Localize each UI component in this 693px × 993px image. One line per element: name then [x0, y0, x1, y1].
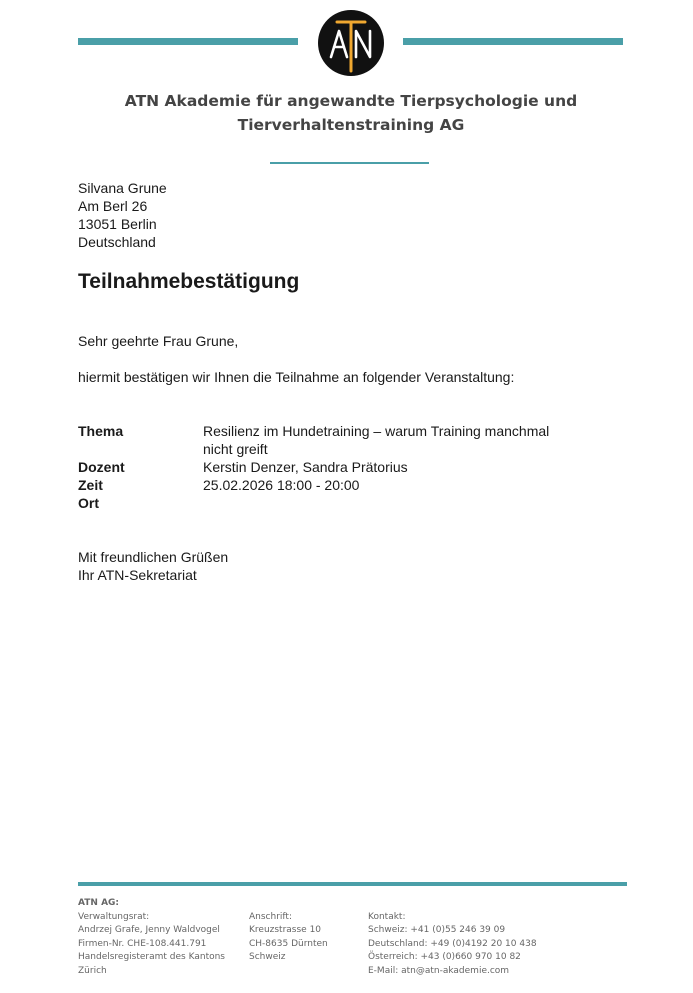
footer-address-column	[249, 911, 368, 979]
recipient-address	[78, 179, 167, 251]
detail-value: Resilienz im Hundetraining – warum Training manchmal nicht greift	[203, 423, 550, 457]
closing	[78, 548, 228, 584]
footer	[78, 897, 638, 978]
detail-label: Thema	[78, 423, 124, 439]
footer-line: Kreuzstrasse 10	[249, 925, 322, 935]
org-divider	[270, 162, 429, 164]
recipient-country: Deutschland	[78, 234, 156, 250]
detail-row-location	[78, 494, 573, 512]
detail-label: Dozent	[78, 459, 125, 475]
detail-row-lecturer	[78, 458, 573, 476]
footer-email: E-Mail: atn@atn-akademie.com	[368, 965, 510, 976]
org-name-line2: Tierverhaltenstraining AG	[237, 116, 465, 134]
atn-logo	[317, 9, 385, 77]
footer-line: Handelsregisteramt des Kantons	[78, 952, 225, 962]
footer-line: Kontakt:	[368, 911, 406, 922]
footer-contact-column	[368, 911, 628, 979]
recipient-city: 13051 Berlin	[78, 216, 157, 232]
detail-value: Kerstin Denzer, Sandra Prätorius	[203, 459, 408, 475]
header-bar-right	[403, 38, 623, 45]
detail-label: Zeit	[78, 477, 103, 493]
footer-board-column	[78, 911, 249, 979]
header-bar-left	[78, 38, 298, 45]
footer-line: Anschrift:	[249, 911, 292, 922]
footer-line: Andrzej Grafe, Jenny Waldvogel	[78, 925, 220, 935]
footer-line: Verwaltungsrat:	[78, 911, 150, 922]
recipient-name: Silvana Grune	[78, 180, 167, 196]
organization-name	[100, 89, 602, 137]
footer-line: Schweiz: +41 (0)55 246 39 09	[368, 925, 506, 935]
closing-greeting: Mit freundlichen Grüßen	[78, 549, 229, 565]
salutation: Sehr geehrte Frau Grune,	[78, 333, 239, 349]
intro-text: hiermit bestätigen wir Ihnen die Teilnahme an folgender Veranstaltung:	[78, 369, 515, 385]
footer-bar	[78, 882, 627, 886]
detail-row-topic	[78, 422, 573, 458]
detail-value	[203, 494, 573, 512]
footer-line: Deutschland: +49 (0)4192 20 10 438	[368, 938, 537, 949]
detail-label: Ort	[78, 495, 99, 511]
recipient-street: Am Berl 26	[78, 198, 148, 214]
footer-line: Zürich	[78, 965, 107, 976]
detail-value: 25.02.2026 18:00 - 20:00	[203, 477, 360, 493]
document-title: Teilnahmebestätigung	[78, 270, 300, 293]
footer-line: Schweiz	[249, 952, 286, 962]
footer-line: Firmen-Nr. CHE-108.441.791	[78, 938, 207, 949]
event-details	[78, 422, 573, 512]
closing-signature: Ihr ATN-Sekretariat	[78, 567, 197, 583]
footer-line: Österreich: +43 (0)660 970 10 82	[368, 952, 521, 962]
footer-company: ATN AG:	[78, 898, 120, 908]
org-name-line1: ATN Akademie für angewandte Tierpsychologie und	[124, 92, 578, 110]
detail-row-time	[78, 476, 573, 494]
footer-line: CH-8635 Dürnten	[249, 938, 328, 949]
